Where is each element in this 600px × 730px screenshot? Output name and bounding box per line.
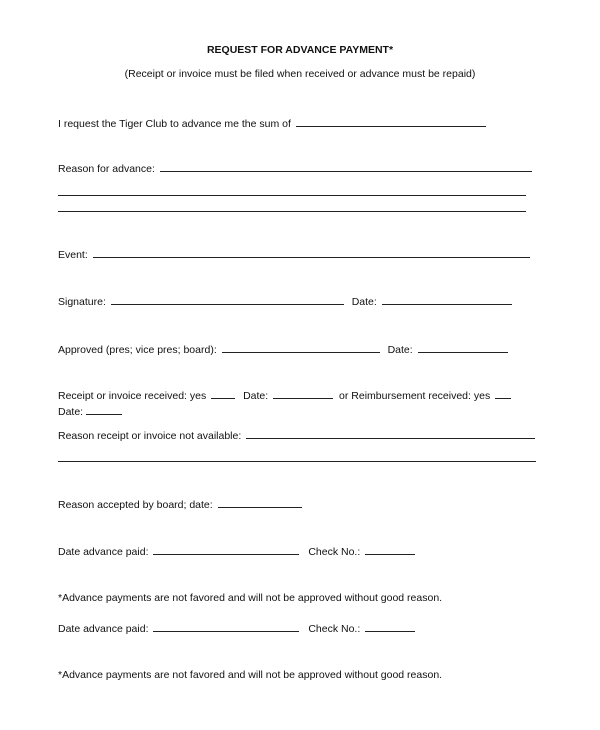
signature-date-label: Date:	[351, 296, 377, 308]
signature-label: Signature:	[58, 296, 106, 308]
event-row	[58, 247, 530, 262]
receipt-not-available-row	[58, 428, 535, 443]
signature-field[interactable]	[111, 294, 344, 305]
receipt-row	[58, 388, 511, 403]
reimbursement-date-label: Date:	[58, 406, 84, 418]
request-sum-label: I request the Tiger Club to advance me the sum of	[58, 118, 291, 130]
approved-field[interactable]	[222, 342, 380, 353]
reason-field[interactable]	[160, 161, 532, 172]
receipt-yes-field[interactable]	[211, 388, 235, 399]
advance-paid-row-2	[58, 621, 415, 636]
reimbursement-date-field[interactable]	[86, 404, 122, 415]
sum-field[interactable]	[296, 116, 486, 127]
approved-row	[58, 342, 508, 357]
advance-paid-row-1	[58, 544, 415, 559]
reason-row	[58, 161, 532, 176]
footnote-1: *Advance payments are not favored and will not be approved without good reason.	[58, 592, 443, 604]
form-subtitle: (Receipt or invoice must be filed when received or advance must be repaid)	[124, 68, 476, 80]
check-no-field-1[interactable]	[365, 544, 415, 555]
approved-date-field[interactable]	[418, 342, 508, 353]
receipt-date-field[interactable]	[273, 388, 333, 399]
signature-date-field[interactable]	[382, 294, 512, 305]
reason-line-3[interactable]	[58, 211, 526, 212]
signature-row	[58, 294, 512, 309]
reimbursement-date-row	[58, 404, 122, 419]
request-sum-row	[58, 116, 486, 131]
event-field[interactable]	[93, 247, 530, 258]
reason-accepted-row	[58, 497, 302, 512]
event-label: Event:	[58, 249, 88, 261]
advance-paid-field-1[interactable]	[153, 544, 299, 555]
advance-paid-label-2: Date advance paid:	[58, 623, 149, 635]
footnote-2: *Advance payments are not favored and will not be approved without good reason.	[58, 669, 443, 681]
form-title: REQUEST FOR ADVANCE PAYMENT*	[206, 44, 394, 56]
receipt-label: Receipt or invoice received: yes	[58, 390, 207, 402]
reason-line-2[interactable]	[58, 195, 526, 196]
check-no-field-2[interactable]	[365, 621, 415, 632]
reason-accepted-label: Reason accepted by board; date:	[58, 499, 213, 511]
reimbursement-yes-field[interactable]	[495, 388, 511, 399]
approved-date-label: Date:	[387, 344, 413, 356]
reason-label: Reason for advance:	[58, 163, 155, 175]
advance-paid-field-2[interactable]	[153, 621, 299, 632]
receipt-not-available-field[interactable]	[246, 428, 535, 439]
check-no-label-1: Check No.:	[308, 546, 361, 558]
receipt-not-available-label: Reason receipt or invoice not available:	[58, 430, 242, 442]
receipt-not-available-line-2[interactable]	[58, 461, 536, 462]
reason-accepted-field[interactable]	[218, 497, 302, 508]
reimbursement-label: or Reimbursement received: yes	[339, 390, 491, 402]
check-no-label-2: Check No.:	[308, 623, 361, 635]
receipt-date-label: Date:	[243, 390, 269, 402]
advance-paid-label-1: Date advance paid:	[58, 546, 149, 558]
approved-label: Approved (pres; vice pres; board):	[58, 344, 217, 356]
